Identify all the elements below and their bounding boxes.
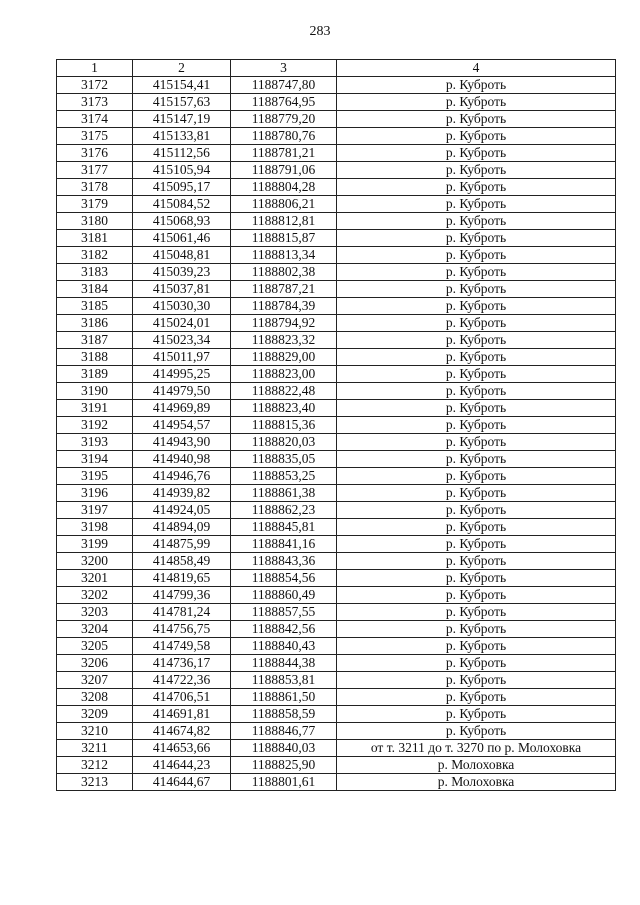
cell-point-number: 3173 — [57, 94, 133, 111]
cell-description: р. Куброть — [337, 417, 616, 434]
cell-y-coordinate: 1188860,49 — [231, 587, 337, 604]
table-row — [57, 111, 616, 128]
table-row — [57, 434, 616, 451]
cell-y-coordinate: 1188815,36 — [231, 417, 337, 434]
cell-point-number: 3186 — [57, 315, 133, 332]
cell-point-number: 3206 — [57, 655, 133, 672]
table-row — [57, 128, 616, 145]
table-row — [57, 689, 616, 706]
cell-point-number: 3202 — [57, 587, 133, 604]
cell-x-coordinate: 415095,17 — [133, 179, 231, 196]
cell-point-number: 3184 — [57, 281, 133, 298]
table-row — [57, 774, 616, 791]
cell-point-number: 3175 — [57, 128, 133, 145]
cell-point-number: 3194 — [57, 451, 133, 468]
header-row — [57, 60, 616, 77]
cell-point-number: 3193 — [57, 434, 133, 451]
cell-x-coordinate: 414674,82 — [133, 723, 231, 740]
cell-y-coordinate: 1188841,16 — [231, 536, 337, 553]
cell-point-number: 3174 — [57, 111, 133, 128]
cell-y-coordinate: 1188794,92 — [231, 315, 337, 332]
cell-y-coordinate: 1188815,87 — [231, 230, 337, 247]
cell-x-coordinate: 414781,24 — [133, 604, 231, 621]
cell-description: р. Куброть — [337, 604, 616, 621]
cell-x-coordinate: 415147,19 — [133, 111, 231, 128]
cell-y-coordinate: 1188801,61 — [231, 774, 337, 791]
cell-point-number: 3188 — [57, 349, 133, 366]
cell-description: р. Куброть — [337, 451, 616, 468]
cell-x-coordinate: 415048,81 — [133, 247, 231, 264]
cell-description: р. Куброть — [337, 230, 616, 247]
header-cell-point-number: 1 — [57, 60, 133, 77]
cell-y-coordinate: 1188840,03 — [231, 740, 337, 757]
table-row — [57, 740, 616, 757]
cell-point-number: 3197 — [57, 502, 133, 519]
cell-x-coordinate: 414954,57 — [133, 417, 231, 434]
cell-x-coordinate: 414979,50 — [133, 383, 231, 400]
cell-description: р. Куброть — [337, 264, 616, 281]
cell-y-coordinate: 1188823,00 — [231, 366, 337, 383]
cell-point-number: 3195 — [57, 468, 133, 485]
cell-description: р. Куброть — [337, 434, 616, 451]
cell-point-number: 3196 — [57, 485, 133, 502]
cell-x-coordinate: 414940,98 — [133, 451, 231, 468]
cell-point-number: 3198 — [57, 519, 133, 536]
table-row — [57, 417, 616, 434]
table-row — [57, 196, 616, 213]
table-row — [57, 383, 616, 400]
header-cell-x-coordinate: 2 — [133, 60, 231, 77]
cell-y-coordinate: 1188858,59 — [231, 706, 337, 723]
cell-point-number: 3189 — [57, 366, 133, 383]
table-row — [57, 213, 616, 230]
cell-y-coordinate: 1188825,90 — [231, 757, 337, 774]
table-row — [57, 621, 616, 638]
cell-x-coordinate: 414736,17 — [133, 655, 231, 672]
cell-y-coordinate: 1188861,38 — [231, 485, 337, 502]
table-row — [57, 247, 616, 264]
table-row — [57, 400, 616, 417]
cell-x-coordinate: 415105,94 — [133, 162, 231, 179]
cell-description: р. Куброть — [337, 383, 616, 400]
cell-description: р. Куброть — [337, 247, 616, 264]
cell-x-coordinate: 415157,63 — [133, 94, 231, 111]
cell-y-coordinate: 1188813,34 — [231, 247, 337, 264]
cell-y-coordinate: 1188835,05 — [231, 451, 337, 468]
cell-point-number: 3204 — [57, 621, 133, 638]
cell-description: р. Куброть — [337, 349, 616, 366]
table-row — [57, 553, 616, 570]
cell-y-coordinate: 1188843,36 — [231, 553, 337, 570]
table-row — [57, 519, 616, 536]
cell-description: р. Куброть — [337, 179, 616, 196]
cell-description: р. Куброть — [337, 706, 616, 723]
cell-x-coordinate: 415154,41 — [133, 77, 231, 94]
cell-x-coordinate: 415068,93 — [133, 213, 231, 230]
table-row — [57, 264, 616, 281]
table-body — [57, 77, 616, 791]
cell-description: от т. 3211 до т. 3270 по р. Молоховка — [337, 740, 616, 757]
table-header — [57, 60, 616, 77]
cell-x-coordinate: 414756,75 — [133, 621, 231, 638]
cell-point-number: 3180 — [57, 213, 133, 230]
table-row — [57, 162, 616, 179]
cell-description: р. Куброть — [337, 587, 616, 604]
cell-x-coordinate: 414644,67 — [133, 774, 231, 791]
table-row — [57, 179, 616, 196]
cell-description: р. Молоховка — [337, 774, 616, 791]
table-row — [57, 298, 616, 315]
cell-point-number: 3178 — [57, 179, 133, 196]
coordinates-table-container — [56, 59, 615, 791]
cell-y-coordinate: 1188829,00 — [231, 349, 337, 366]
cell-description: р. Куброть — [337, 723, 616, 740]
table-row — [57, 468, 616, 485]
table-row — [57, 655, 616, 672]
cell-point-number: 3207 — [57, 672, 133, 689]
cell-point-number: 3183 — [57, 264, 133, 281]
cell-y-coordinate: 1188862,23 — [231, 502, 337, 519]
table-row — [57, 332, 616, 349]
cell-point-number: 3192 — [57, 417, 133, 434]
cell-point-number: 3185 — [57, 298, 133, 315]
cell-point-number: 3211 — [57, 740, 133, 757]
cell-x-coordinate: 415024,01 — [133, 315, 231, 332]
cell-point-number: 3208 — [57, 689, 133, 706]
cell-x-coordinate: 414722,36 — [133, 672, 231, 689]
cell-description: р. Куброть — [337, 145, 616, 162]
cell-point-number: 3190 — [57, 383, 133, 400]
table-row — [57, 94, 616, 111]
cell-description: р. Куброть — [337, 366, 616, 383]
cell-x-coordinate: 415112,56 — [133, 145, 231, 162]
cell-description: р. Куброть — [337, 315, 616, 332]
cell-point-number: 3213 — [57, 774, 133, 791]
cell-x-coordinate: 414894,09 — [133, 519, 231, 536]
header-cell-description: 4 — [337, 60, 616, 77]
cell-y-coordinate: 1188846,77 — [231, 723, 337, 740]
cell-description: р. Куброть — [337, 94, 616, 111]
table-row — [57, 281, 616, 298]
cell-x-coordinate: 414691,81 — [133, 706, 231, 723]
table-row — [57, 757, 616, 774]
cell-x-coordinate: 414706,51 — [133, 689, 231, 706]
cell-point-number: 3187 — [57, 332, 133, 349]
cell-description: р. Молоховка — [337, 757, 616, 774]
cell-description: р. Куброть — [337, 111, 616, 128]
cell-y-coordinate: 1188822,48 — [231, 383, 337, 400]
cell-description: р. Куброть — [337, 570, 616, 587]
table-row — [57, 604, 616, 621]
cell-x-coordinate: 415084,52 — [133, 196, 231, 213]
cell-description: р. Куброть — [337, 332, 616, 349]
cell-y-coordinate: 1188840,43 — [231, 638, 337, 655]
table-row — [57, 145, 616, 162]
cell-point-number: 3209 — [57, 706, 133, 723]
cell-y-coordinate: 1188857,55 — [231, 604, 337, 621]
cell-description: р. Куброть — [337, 502, 616, 519]
cell-x-coordinate: 414943,90 — [133, 434, 231, 451]
table-row — [57, 672, 616, 689]
cell-description: р. Куброть — [337, 281, 616, 298]
table-row — [57, 638, 616, 655]
cell-x-coordinate: 414969,89 — [133, 400, 231, 417]
cell-point-number: 3210 — [57, 723, 133, 740]
cell-point-number: 3203 — [57, 604, 133, 621]
cell-y-coordinate: 1188781,21 — [231, 145, 337, 162]
table-row — [57, 366, 616, 383]
cell-x-coordinate: 414924,05 — [133, 502, 231, 519]
cell-description: р. Куброть — [337, 298, 616, 315]
cell-y-coordinate: 1188804,28 — [231, 179, 337, 196]
cell-description: р. Куброть — [337, 689, 616, 706]
cell-y-coordinate: 1188861,50 — [231, 689, 337, 706]
cell-y-coordinate: 1188780,76 — [231, 128, 337, 145]
cell-y-coordinate: 1188812,81 — [231, 213, 337, 230]
cell-x-coordinate: 415037,81 — [133, 281, 231, 298]
cell-x-coordinate: 414819,65 — [133, 570, 231, 587]
coordinates-table — [56, 59, 616, 791]
cell-x-coordinate: 415039,23 — [133, 264, 231, 281]
cell-x-coordinate: 415023,34 — [133, 332, 231, 349]
cell-description: р. Куброть — [337, 553, 616, 570]
cell-x-coordinate: 414939,82 — [133, 485, 231, 502]
cell-point-number: 3181 — [57, 230, 133, 247]
table-row — [57, 485, 616, 502]
cell-y-coordinate: 1188823,32 — [231, 332, 337, 349]
table-row — [57, 315, 616, 332]
cell-description: р. Куброть — [337, 468, 616, 485]
cell-y-coordinate: 1188853,81 — [231, 672, 337, 689]
cell-y-coordinate: 1188787,21 — [231, 281, 337, 298]
cell-x-coordinate: 414858,49 — [133, 553, 231, 570]
cell-point-number: 3205 — [57, 638, 133, 655]
cell-y-coordinate: 1188784,39 — [231, 298, 337, 315]
cell-point-number: 3201 — [57, 570, 133, 587]
cell-y-coordinate: 1188802,38 — [231, 264, 337, 281]
cell-point-number: 3176 — [57, 145, 133, 162]
cell-point-number: 3179 — [57, 196, 133, 213]
cell-description: р. Куброть — [337, 400, 616, 417]
cell-x-coordinate: 415061,46 — [133, 230, 231, 247]
cell-description: р. Куброть — [337, 196, 616, 213]
cell-y-coordinate: 1188853,25 — [231, 468, 337, 485]
cell-y-coordinate: 1188823,40 — [231, 400, 337, 417]
cell-y-coordinate: 1188791,06 — [231, 162, 337, 179]
cell-x-coordinate: 414644,23 — [133, 757, 231, 774]
cell-description: р. Куброть — [337, 621, 616, 638]
cell-y-coordinate: 1188779,20 — [231, 111, 337, 128]
table-row — [57, 451, 616, 468]
cell-x-coordinate: 414875,99 — [133, 536, 231, 553]
table-row — [57, 587, 616, 604]
cell-x-coordinate: 415011,97 — [133, 349, 231, 366]
cell-point-number: 3199 — [57, 536, 133, 553]
cell-description: р. Куброть — [337, 655, 616, 672]
table-row — [57, 723, 616, 740]
cell-y-coordinate: 1188747,80 — [231, 77, 337, 94]
cell-description: р. Куброть — [337, 672, 616, 689]
cell-y-coordinate: 1188764,95 — [231, 94, 337, 111]
cell-point-number: 3212 — [57, 757, 133, 774]
cell-description: р. Куброть — [337, 485, 616, 502]
table-row — [57, 349, 616, 366]
header-cell-y-coordinate: 3 — [231, 60, 337, 77]
cell-x-coordinate: 415030,30 — [133, 298, 231, 315]
cell-point-number: 3177 — [57, 162, 133, 179]
cell-description: р. Куброть — [337, 536, 616, 553]
table-row — [57, 570, 616, 587]
cell-y-coordinate: 1188844,38 — [231, 655, 337, 672]
cell-y-coordinate: 1188842,56 — [231, 621, 337, 638]
cell-point-number: 3200 — [57, 553, 133, 570]
page-number: 283 — [309, 24, 331, 39]
cell-y-coordinate: 1188845,81 — [231, 519, 337, 536]
cell-x-coordinate: 414749,58 — [133, 638, 231, 655]
table-row — [57, 77, 616, 94]
cell-point-number: 3172 — [57, 77, 133, 94]
table-row — [57, 706, 616, 723]
cell-x-coordinate: 414995,25 — [133, 366, 231, 383]
cell-description: р. Куброть — [337, 638, 616, 655]
cell-y-coordinate: 1188806,21 — [231, 196, 337, 213]
cell-point-number: 3182 — [57, 247, 133, 264]
cell-y-coordinate: 1188820,03 — [231, 434, 337, 451]
cell-point-number: 3191 — [57, 400, 133, 417]
cell-x-coordinate: 414653,66 — [133, 740, 231, 757]
cell-x-coordinate: 414946,76 — [133, 468, 231, 485]
table-row — [57, 230, 616, 247]
table-row — [57, 536, 616, 553]
cell-description: р. Куброть — [337, 162, 616, 179]
cell-description: р. Куброть — [337, 519, 616, 536]
cell-x-coordinate: 414799,36 — [133, 587, 231, 604]
table-row — [57, 502, 616, 519]
cell-description: р. Куброть — [337, 213, 616, 230]
cell-y-coordinate: 1188854,56 — [231, 570, 337, 587]
cell-description: р. Куброть — [337, 77, 616, 94]
cell-description: р. Куброть — [337, 128, 616, 145]
cell-x-coordinate: 415133,81 — [133, 128, 231, 145]
